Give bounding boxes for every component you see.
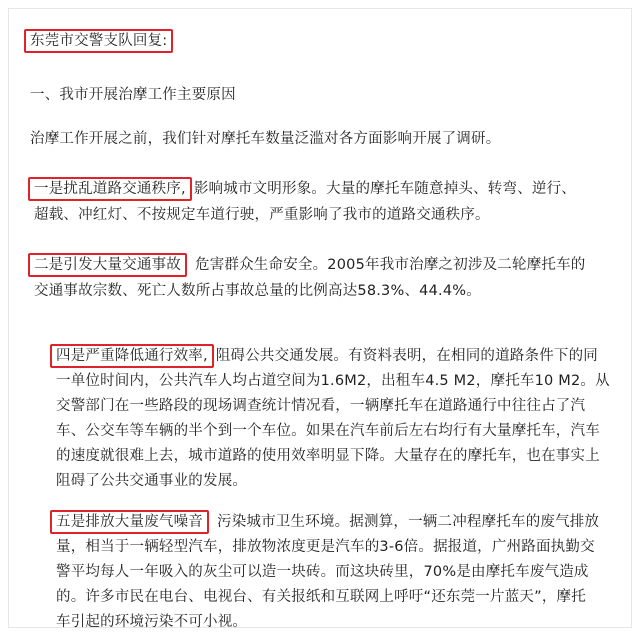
point-4-line-4: 车、公交车等车辆的半个到一个车位。如果在汽车前后左右均行有大量摩托车，汽车 <box>56 423 600 439</box>
point-1-paragraph <box>34 178 576 226</box>
point-1-text: 影响城市文明形象。大量的摩托车随意掉头、转弯、逆行、 <box>193 181 577 197</box>
point-2-text: 危害群众生命安全。2005年我市治摩之初涉及二轮摩托车的 <box>195 257 586 273</box>
reply-header-highlight: 东莞市交警支队回复: <box>24 29 173 53</box>
section-heading: 一、我市开展治摩工作主要原因 <box>30 87 236 103</box>
point-4-line-3: 交警部门在一些路段的现场调查统计情况看，一辆摩托车在道路通行中往往占了汽 <box>56 398 586 414</box>
point-5-line-4: 的。许多市民在电台、电视台、有关报纸和互联网上呼吁“还东莞一片蓝天”，摩托 <box>56 589 586 605</box>
point-5-line-2: 量，相当于一辆轻型汽车，排放物浓度更是汽车的3-6倍。据报道，广州路面执勤交 <box>56 539 595 555</box>
point-4-line-6: 阻碍了公共交通事业的发展。 <box>56 473 248 489</box>
point-5-text: 污染城市卫生环境。据测算，一辆二冲程摩托车的废气排放 <box>217 514 600 530</box>
point-4-paragraph <box>56 344 610 493</box>
point-1-line-1 <box>34 178 576 200</box>
point-5-label: 五是排放大量废气噪音 <box>50 510 209 534</box>
point-5-paragraph <box>56 510 599 634</box>
intro-paragraph: 治摩工作开展之前，我们针对摩托车数量泛滥对各方面影响开展了调研。 <box>30 131 501 147</box>
point-4-line-2: 一单位时间内，公共汽车人均占道空间为1.6M2，出租车4.5 M2，摩托车10 M2。从 <box>56 373 610 389</box>
point-1-line-2: 超载、冲红灯、不按规定车道行驶，严重影响了我市的道路交通秩序。 <box>34 207 490 223</box>
point-4-text: 阻碍公共交通发展。有资料表明，在相同的道路条件下的同 <box>215 348 599 364</box>
point-2-paragraph <box>34 254 586 302</box>
reply-header <box>30 30 175 52</box>
point-4-line-5: 的速度就很难上去，城市道路的使用效率明显下降。大量存在的摩托车，也在事实上 <box>56 448 600 464</box>
point-1-label: 一是扰乱道路交通秩序, <box>28 177 192 201</box>
point-2-line-2: 交通事故宗数、死亡人数所占事故总量的比例高达58.3%、44.4%。 <box>34 283 481 299</box>
point-5-line-3: 警平均每人一年吸入的灰尘可以造一块砖。而这块砖里，70%是由摩托车废气造成 <box>56 564 589 580</box>
point-5-line-1 <box>56 510 599 534</box>
point-2-line-1 <box>34 254 586 276</box>
point-5-line-5: 车引起的环境污染不可小视。 <box>56 614 248 630</box>
point-4-label: 四是严重降低通行效率, <box>50 344 214 368</box>
point-4-line-1 <box>56 344 610 368</box>
point-2-label: 二是引发大量交通事故 <box>28 253 187 277</box>
